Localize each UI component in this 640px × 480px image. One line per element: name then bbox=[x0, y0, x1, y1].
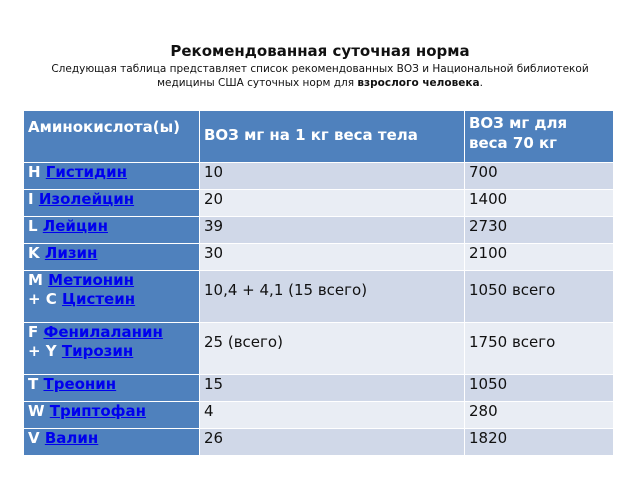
amino-acid-cell bbox=[24, 375, 200, 402]
amino-link[interactable]: Изолейцин bbox=[38, 190, 135, 208]
amino-link[interactable]: Триптофан bbox=[49, 402, 146, 420]
amino-code: L bbox=[28, 217, 38, 235]
per-kg-cell: 4 bbox=[200, 402, 465, 429]
amino-acid-cell bbox=[24, 244, 200, 271]
amino-link[interactable]: Метионин bbox=[48, 271, 135, 289]
per-kg-cell: 25 (всего) bbox=[200, 323, 465, 375]
per-kg-cell: 20 bbox=[200, 190, 465, 217]
amino-acid-table bbox=[23, 110, 614, 456]
subtitle-text: Следующая таблица представляет список рекомендованных ВОЗ и Национальной библиотекой медицины США суточных норм для bbox=[51, 63, 589, 89]
header-per-kg: ВОЗ мг на 1 кг веса тела bbox=[200, 111, 465, 163]
per-kg-cell: 10 bbox=[200, 163, 465, 190]
subtitle-bold: взрослого человека bbox=[357, 77, 480, 89]
amino-link[interactable]: Треонин bbox=[43, 375, 117, 393]
per-kg-cell: 30 bbox=[200, 244, 465, 271]
per-kg-cell: 15 bbox=[200, 375, 465, 402]
amino-link-2[interactable]: Цистеин bbox=[62, 290, 136, 308]
amino-acid-cell bbox=[24, 271, 200, 323]
header-amino-acid: Аминокислота(ы) bbox=[24, 111, 200, 163]
per-70kg-cell: 1750 всего bbox=[465, 323, 614, 375]
per-70kg-cell: 700 bbox=[465, 163, 614, 190]
amino-acid-cell bbox=[24, 323, 200, 375]
page-subtitle bbox=[40, 62, 600, 90]
per-70kg-cell: 1400 bbox=[465, 190, 614, 217]
page-title: Рекомендованная суточная норма bbox=[170, 42, 470, 60]
amino-code: H bbox=[28, 163, 41, 181]
subtitle-end: . bbox=[479, 77, 483, 89]
amino-code-2: + Y bbox=[28, 342, 57, 360]
amino-code: V bbox=[28, 429, 40, 447]
amino-acid-cell bbox=[24, 217, 200, 244]
per-70kg-cell: 1820 bbox=[465, 429, 614, 456]
amino-link[interactable]: Лейцин bbox=[42, 217, 108, 235]
per-70kg-cell: 1050 всего bbox=[465, 271, 614, 323]
amino-code: K bbox=[28, 244, 40, 262]
per-kg-cell: 10,4 + 4,1 (15 всего) bbox=[200, 271, 465, 323]
per-70kg-cell: 1050 bbox=[465, 375, 614, 402]
amino-acid-cell bbox=[24, 190, 200, 217]
amino-code: I bbox=[28, 190, 34, 208]
amino-acid-cell bbox=[24, 163, 200, 190]
amino-link[interactable]: Гистидин bbox=[45, 163, 127, 181]
amino-link[interactable]: Лизин bbox=[44, 244, 98, 262]
amino-code: F bbox=[28, 323, 39, 341]
amino-link[interactable]: Валин bbox=[44, 429, 99, 447]
per-70kg-cell: 2100 bbox=[465, 244, 614, 271]
header-per-70kg: ВОЗ мг для веса 70 кг bbox=[465, 111, 614, 163]
per-70kg-cell: 2730 bbox=[465, 217, 614, 244]
per-kg-cell: 39 bbox=[200, 217, 465, 244]
amino-link-2[interactable]: Тирозин bbox=[61, 342, 134, 360]
amino-code: T bbox=[28, 375, 39, 393]
amino-acid-cell bbox=[24, 402, 200, 429]
amino-acid-cell bbox=[24, 429, 200, 456]
amino-link[interactable]: Фенилаланин bbox=[43, 323, 163, 341]
amino-code: M bbox=[28, 271, 43, 289]
per-kg-cell: 26 bbox=[200, 429, 465, 456]
amino-code: W bbox=[28, 402, 45, 420]
per-70kg-cell: 280 bbox=[465, 402, 614, 429]
amino-code-2: + C bbox=[28, 290, 57, 308]
